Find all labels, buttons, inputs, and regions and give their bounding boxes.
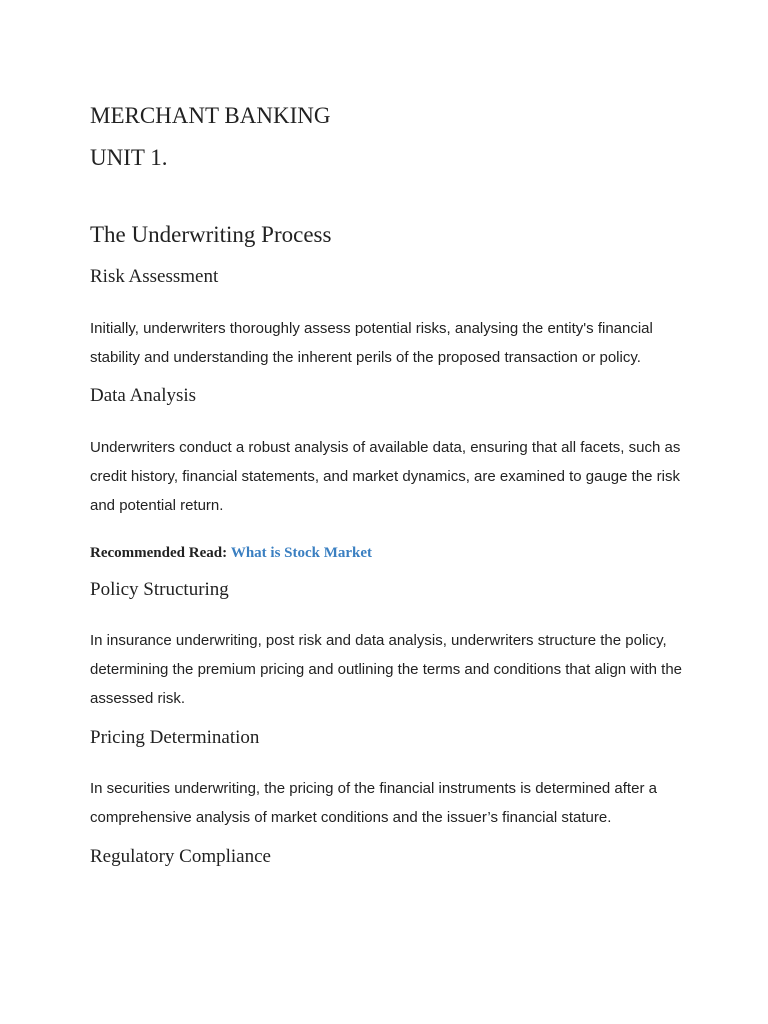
heading-policy-structuring: Policy Structuring bbox=[90, 579, 229, 600]
heading-risk-assessment: Risk Assessment bbox=[90, 266, 219, 287]
unit-label: UNIT 1. bbox=[90, 145, 168, 170]
paragraph-risk-assessment: Initially, underwriters thoroughly assess potential risks, analysing the entity's financial stability and understanding the inherent perils of the proposed transaction or policy. bbox=[90, 320, 653, 366]
heading-regulatory-compliance: Regulatory Compliance bbox=[90, 846, 271, 867]
heading-data-analysis: Data Analysis bbox=[90, 385, 197, 406]
recommended-read-link[interactable]: What is Stock Market bbox=[230, 545, 373, 561]
heading-pricing-determination: Pricing Determination bbox=[90, 727, 260, 748]
recommended-read-label: Recommended Read: bbox=[90, 545, 228, 561]
recommended-read bbox=[90, 545, 372, 562]
paragraph-pricing-determination: In securities underwriting, the pricing of the financial instruments is determined after a comprehensive analysis of market conditions and the issuer’s financial stature. bbox=[90, 780, 657, 826]
paragraph-data-analysis: Underwriters conduct a robust analysis of available data, ensuring that all facets, such as credit history, financial statements, and market dynamics, are examined to gauge the risk and potential return. bbox=[90, 439, 681, 514]
section-title: The Underwriting Process bbox=[90, 222, 332, 247]
document-title: MERCHANT BANKING bbox=[90, 103, 331, 128]
paragraph-policy-structuring: In insurance underwriting, post risk and data analysis, underwriters structure the policy, determining the premium pricing and outlining the terms and conditions that align with the assessed risk. bbox=[90, 632, 683, 707]
